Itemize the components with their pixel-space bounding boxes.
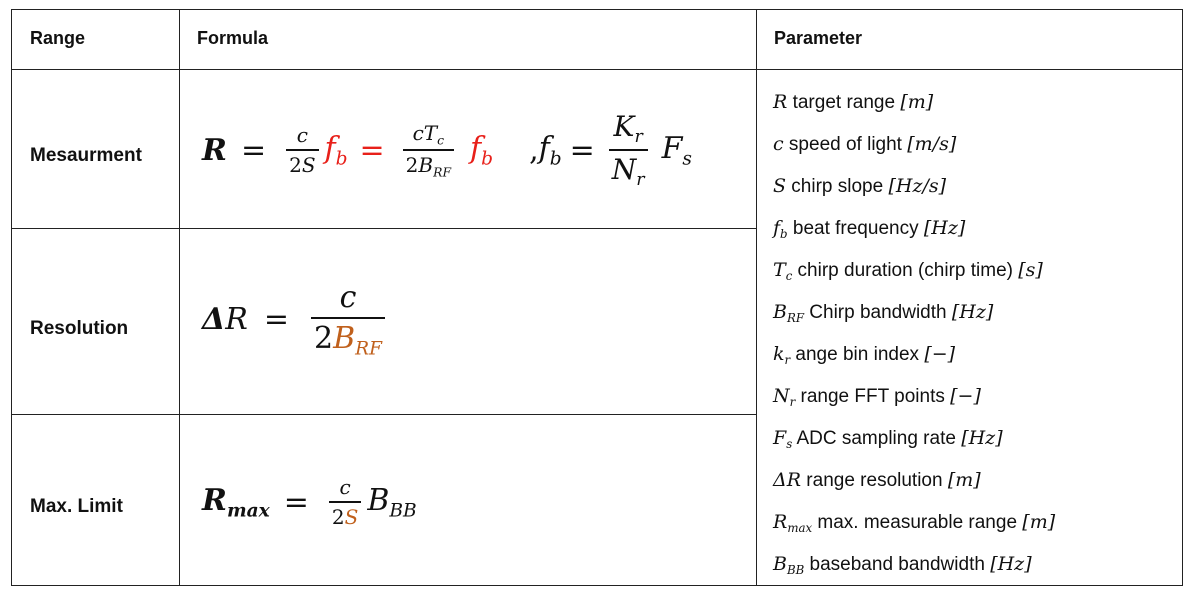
parameter-symbol: f xyxy=(773,217,781,239)
parameter-unit: [m] xyxy=(1022,511,1056,533)
parameter-description: Chirp bandwidth xyxy=(804,302,952,323)
parameter-unit: [−] xyxy=(924,343,956,365)
parameter-description: chirp duration (chirp time) xyxy=(792,260,1019,281)
row-label-resolution: Resolution xyxy=(30,318,129,339)
parameter-description: baseband bandwidth xyxy=(804,554,991,575)
parameter-unit: [Hz] xyxy=(961,427,1003,449)
parameter-description: speed of light xyxy=(783,134,908,155)
parameter-description: range FFT points xyxy=(795,386,951,407)
parameter-unit: [Hz/s] xyxy=(888,175,947,197)
parameter-unit: [Hz] xyxy=(951,301,994,323)
formula-resolution: Δ R = $\frac{c}{2B_{RF}}$ xyxy=(202,280,391,360)
parameter-item xyxy=(773,88,1055,130)
parameter-subscript: max xyxy=(787,521,813,536)
row-label-max-limit: Max. Limit xyxy=(30,496,123,517)
parameter-description: target range xyxy=(787,92,901,113)
parameter-subscript: s xyxy=(786,437,793,452)
parameter-description: ange bin index xyxy=(790,344,925,365)
parameter-subscript: RF xyxy=(786,311,804,326)
parameter-subscript: b xyxy=(780,227,788,242)
parameter-subscript: BB xyxy=(786,563,805,578)
parameter-unit: [m] xyxy=(900,91,934,113)
parameter-symbol: T xyxy=(773,259,786,281)
row-divider-1 xyxy=(11,228,757,229)
row-label-measurement: Mesaurment xyxy=(30,145,142,166)
parameter-subscript: r xyxy=(789,395,796,410)
parameter-symbol: k xyxy=(773,343,785,365)
parameter-symbol: S xyxy=(773,175,787,197)
parameter-symbol: B xyxy=(773,553,787,575)
parameter-description: range resolution xyxy=(801,470,948,491)
parameter-item xyxy=(773,214,1055,256)
parameter-item xyxy=(773,424,1055,466)
formula-max-range: $R_{max}$ = $\frac{c}{2S}$ $B_{BB}$ xyxy=(202,475,417,529)
parameter-symbol: F xyxy=(773,427,787,449)
parameter-symbol: R xyxy=(773,511,788,533)
parameter-unit: [m/s] xyxy=(907,133,957,155)
parameter-list xyxy=(773,88,1055,592)
parameter-unit: [m] xyxy=(947,469,981,491)
parameter-unit: [Hz] xyxy=(990,553,1032,575)
parameter-item xyxy=(773,298,1055,340)
parameter-item xyxy=(773,340,1055,382)
parameter-unit: [s] xyxy=(1018,259,1043,281)
parameter-symbol: B xyxy=(773,301,787,323)
column-divider-2 xyxy=(756,9,757,586)
parameter-unit: [Hz] xyxy=(923,217,966,239)
formula-measurement: R = $\frac{c}{2S}$ $f_b$ = $\frac{cT_c}{2B_{RF}}$ $f_b$ , $f_b$ = $\frac{K_r}{N_r}$ $F_s$ xyxy=(202,110,692,191)
parameter-symbol: c xyxy=(773,133,784,155)
row-divider-2 xyxy=(11,414,757,415)
parameter-item xyxy=(773,130,1055,172)
parameter-symbol: R xyxy=(773,91,788,113)
parameter-description: beat frequency xyxy=(787,218,924,239)
parameter-description: ADC sampling rate xyxy=(792,428,962,449)
parameter-symbol: ΔR xyxy=(773,469,802,491)
parameter-description: chirp slope xyxy=(786,176,889,197)
parameter-item xyxy=(773,466,1055,508)
parameter-unit: [−] xyxy=(950,385,981,407)
parameter-item xyxy=(773,172,1055,214)
parameter-description: max. measurable range xyxy=(812,512,1023,533)
parameter-symbol: N xyxy=(773,385,790,407)
header-divider xyxy=(11,69,1183,70)
parameter-subscript: r xyxy=(784,353,791,368)
parameter-subscript: c xyxy=(785,269,793,284)
header-range: Range xyxy=(30,28,86,48)
parameter-item xyxy=(773,508,1055,550)
parameter-item xyxy=(773,382,1055,424)
header-formula: Formula xyxy=(197,28,269,48)
header-parameter: Parameter xyxy=(774,28,863,48)
parameter-item xyxy=(773,550,1055,592)
parameter-item xyxy=(773,256,1055,298)
column-divider-1 xyxy=(179,9,180,586)
